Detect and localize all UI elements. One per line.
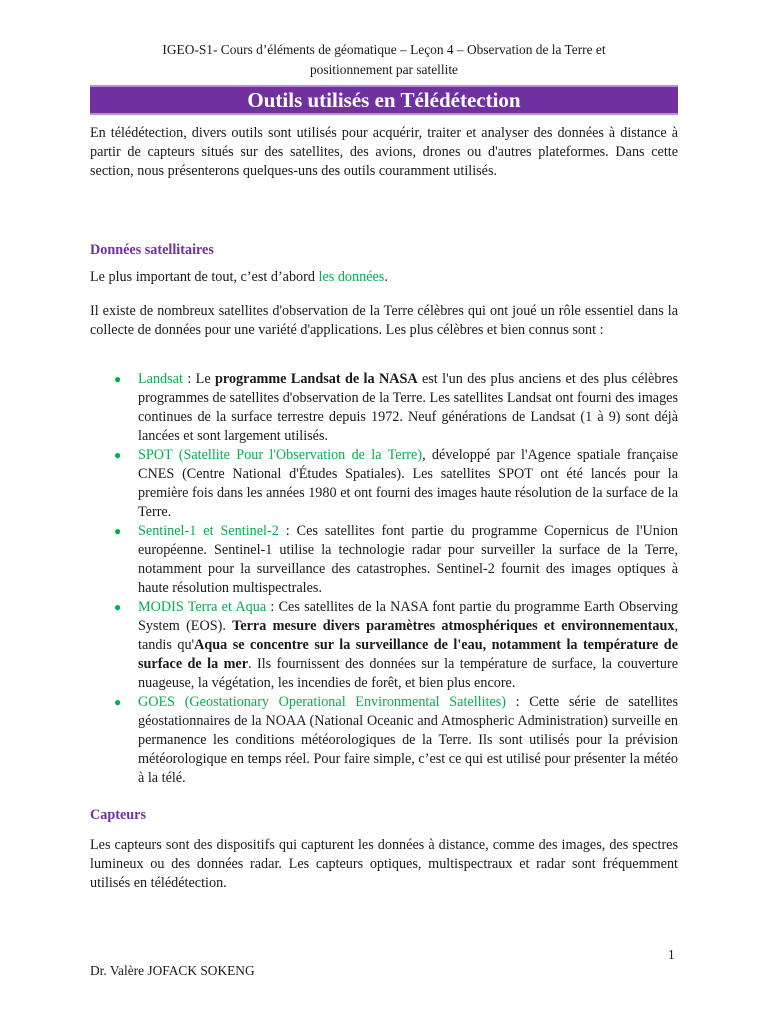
emphasis-terra: Terra mesure divers paramètres atmosphériques et environnementaux [232,618,675,634]
satellite-list [114,370,679,788]
description: est l'un des plus anciens et des plus célèbres programmes de satellites d'observation de la Terre. Les satellites Landsat ont fourni des images continues de la surface terrestre depuis 1972. Neuf générations de Landsat (1 à 9) sont déjà lancées et sont largement utilisés. [138,371,678,444]
bullet-icon: ● [114,695,122,709]
paragraph-donnees-2: Il existe de nombreux satellites d'observation de la Terre célèbres qui ont joué un rôle essentiel dans la collecte de données pour une variété d'applications. Les plus célèbres et bien connus sont : [90,303,678,338]
list-item-sentinel [114,522,678,598]
list-item-landsat [114,370,678,446]
separator: : Le [182,371,216,387]
emphasis: programme Landsat de la NASA [215,371,418,387]
list-item-goes [114,693,679,788]
emphasis-aqua: Aqua se concentre sur la surveillance de l'eau, notamment la température de surface de la mer [138,637,678,672]
satellite-name: Sentinel-1 et Sentinel-2 [138,523,279,539]
satellite-name: MODIS Terra et Aqua [138,599,267,615]
description: , développé par l'Agence spatiale française CNES (Centre National d'Études Spatiales). Les satellites SPOT ont été lancés pour la première fois dans les années 1980 et ont fourni des images haute résolution de la surface de la Terre. [138,447,678,520]
header-line-2: positionnement par satellite [309,62,458,77]
satellite-name: GOES (Geostationary Operational Environmental Satellites) [138,694,507,710]
satellite-name: Landsat [138,371,183,387]
p1-pre: Le plus important de tout, c’est d’abord [90,269,319,285]
list-item-modis [114,598,679,693]
bullet-icon: ● [114,524,122,538]
paragraph-capteurs: Les capteurs sont des dispositifs qui capturent les données à distance, comme des images, des spectres lumineux ou des données radar. Les capteurs optiques, multispectraux et radar sont fréquemment utilisés en télédétection. [90,837,678,891]
header-line-1: IGEO-S1- Cours d’éléments de géomatique – Leçon 4 – Observation de la Terre et [162,42,606,57]
page-number: 1 [668,947,675,962]
description-part-3: . Ils fournissent des données sur la température de surface, la couverture nuageuse, la végétation, les incendies de forêt, et bien plus encore. [138,656,678,691]
p1-post: . [384,269,388,285]
intro-paragraph: En télédétection, divers outils sont utilisés pour acquérir, traiter et analyser des données à distance à partir de capteurs situés sur des satellites, des avions, drones ou d'autres plateformes. Dans cette section, nous présenterons quelques-uns des outils couramment utilisés. [90,125,678,179]
section-title-capteurs: Capteurs [90,807,146,823]
running-header [90,40,678,80]
paragraph-donnees-1 [90,268,678,287]
description: : Cette série de satellites géostationnaires de la NOAA (National Oceanic and Atmospheric Administration) surveille en permanence les conditions météorologiques de la Terre. Ils sont utilisés pour la prévision météorologique en temps réel. Pour faire simple, c’est ce qui est utilisé pour présenter la météo à la télé. [138,694,679,786]
satellite-name: SPOT (Satellite Pour l'Observation de la Terre) [138,447,423,463]
author-footer: Dr. Valère JOFACK SOKENG [90,963,255,978]
bullet-icon: ● [114,372,122,386]
list-item-spot [114,446,678,522]
description: : Ces satellites font partie du programme Copernicus de l'Union européenne. Sentinel-1 utilise la technologie radar pour surveiller la surface de la Terre, notamment pour la surveillance des catastrophes. Sentinel-2 fournit des images optiques à haute résolution multispectrales. [138,523,678,596]
section-title-donnees: Données satellitaires [90,242,214,258]
p1-highlight: les données [318,269,385,285]
bullet-icon: ● [114,448,122,462]
bullet-icon: ● [114,600,122,614]
section-banner [90,85,678,115]
banner-title: Outils utilisés en Télédétection [247,88,521,112]
description-part-2: , tandis qu' [138,618,678,653]
description-part-1: : Ces satellites de la NASA font partie du programme Earth Observing System (EOS). [138,599,679,634]
